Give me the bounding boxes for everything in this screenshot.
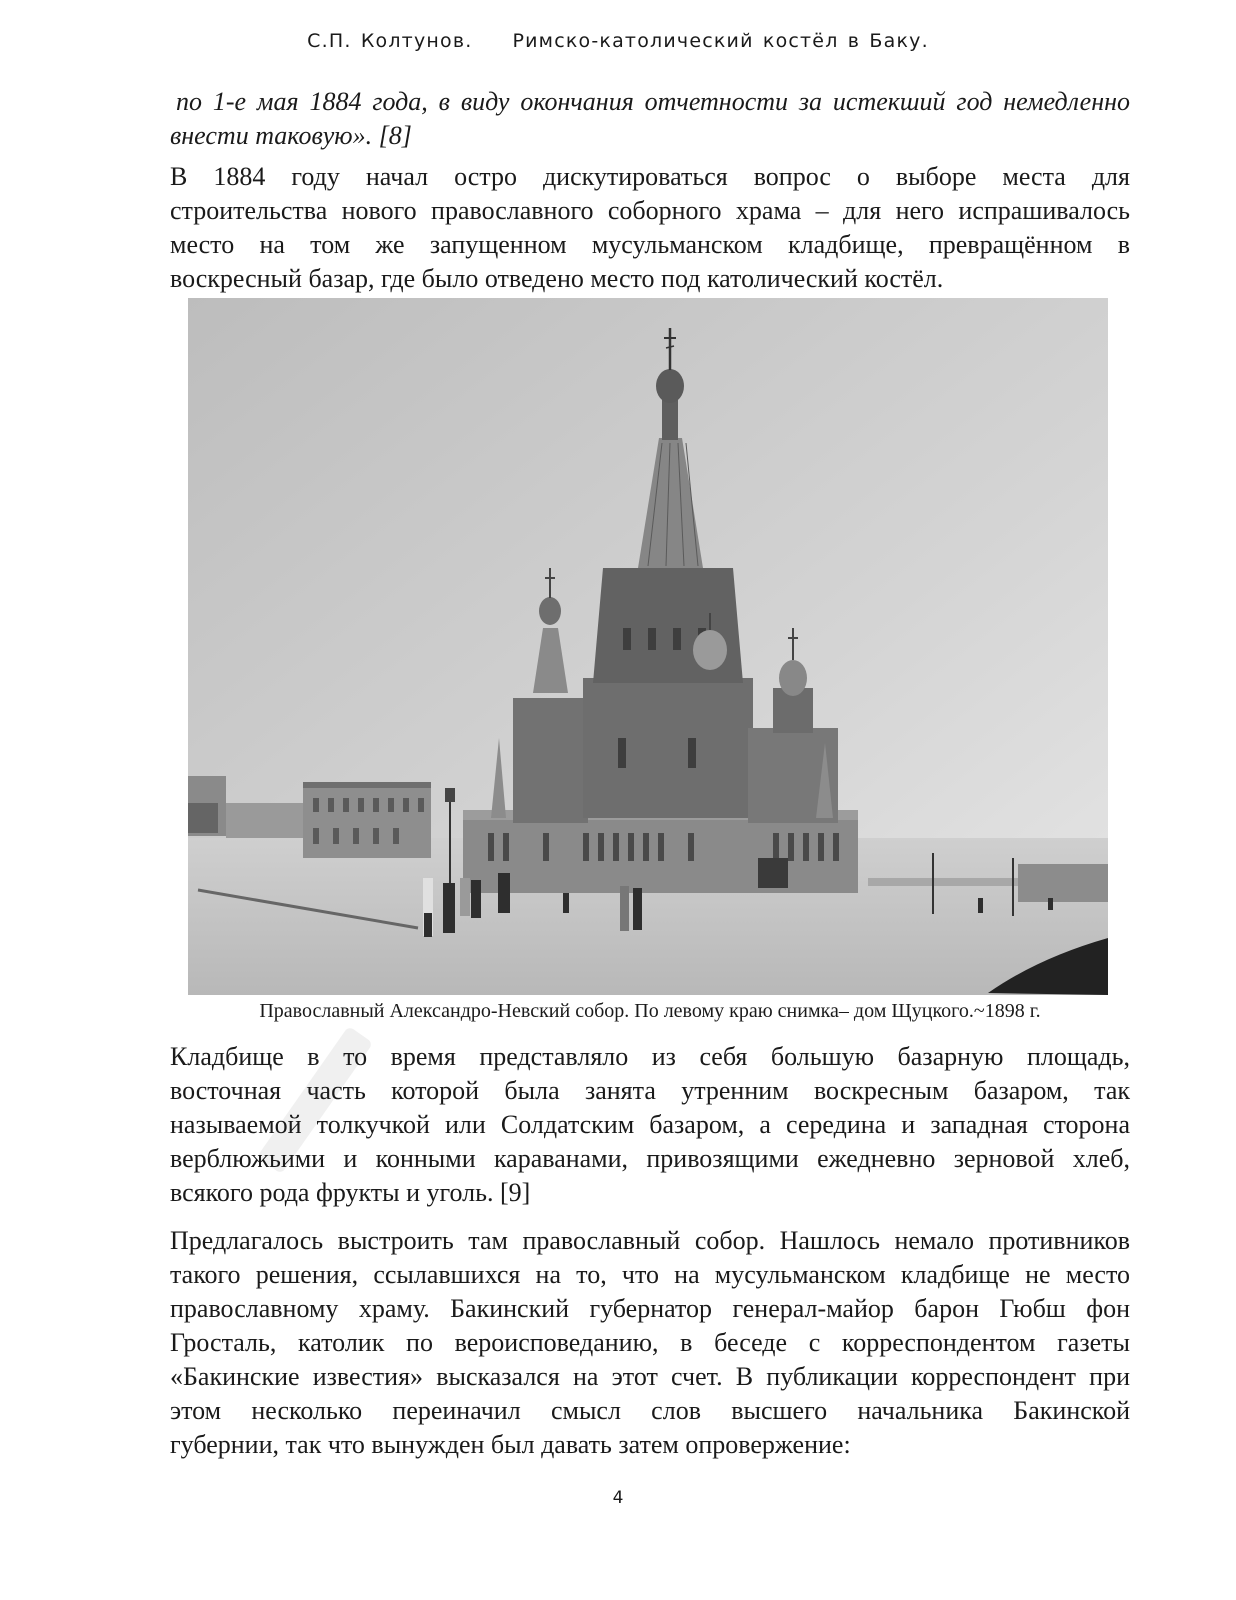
figure-caption: Православный Александро-Невский собор. По левому краю снимка– дом Щуцкого.~1898 г. — [259, 1000, 1041, 1022]
text-line: «Бакинские известия» высказался на этот счет. В публикации корреспондент при — [170, 1362, 1130, 1391]
text-line: называемой толкучкой или Солдатским базаром, а середина и западная сторона — [170, 1110, 1130, 1139]
text-line: Кладбище в то время представляло из себя большую базарную площадь, — [170, 1042, 1130, 1071]
text-line: православному храму. Бакинский губернатор генерал-майор барон Гюбш фон — [170, 1294, 1130, 1323]
text-line: губернии, так что вынужден был давать затем опровержение: — [170, 1430, 851, 1459]
page-number: 4 — [612, 1488, 624, 1508]
text-line: внести таковую». [8] — [170, 121, 412, 150]
text-line: верблюжьими и конными караванами, привозящими ежедневно зерновой хлеб, — [170, 1144, 1130, 1173]
text-line: всякого рода фрукты и уголь. [9] — [170, 1178, 531, 1207]
distant-wall — [1018, 864, 1108, 902]
text-line: этом несколько переиначил смысл слов высшего начальника Бакинской — [170, 1396, 1130, 1425]
text-line: Гросталь, католик по вероисповеданию, в беседе с корреспондентом газеты — [170, 1328, 1130, 1357]
header-title: Римско-католический костёл в Баку. — [512, 30, 929, 52]
paragraph-1 — [170, 160, 1130, 296]
paragraph-2 — [170, 1040, 1130, 1210]
text-line: строительства нового православного соборного храма – для него испрашивалось — [170, 196, 1130, 225]
cathedral-photo-illustration — [188, 298, 1108, 995]
cathedral-photo — [188, 298, 1108, 995]
text-line: место на том же запущенном мусульманском кладбище, превращённом в — [170, 230, 1130, 259]
text-line: В 1884 году начал остро дискутироваться вопрос о выборе места для — [170, 162, 1130, 191]
text-line: такого решения, ссылавшихся на то, что на мусульманском кладбище не место — [170, 1260, 1130, 1289]
running-header — [0, 30, 1236, 52]
paragraph-3 — [170, 1224, 1130, 1462]
header-author: С.П. Колтунов. — [307, 30, 473, 52]
text-line: Предлагалось выстроить там православный собор. Нашлось немало противников — [170, 1226, 1130, 1255]
text-line: по 1-е мая 1884 года, в виду окончания отчетности за истекший год немедленно — [176, 87, 1130, 116]
quote-continuation — [170, 85, 1130, 153]
text-line: воскресный базар, где было отведено место под католический костёл. — [170, 264, 944, 293]
text-line: восточная часть которой была занята утренним воскресным базаром, так — [170, 1076, 1130, 1105]
